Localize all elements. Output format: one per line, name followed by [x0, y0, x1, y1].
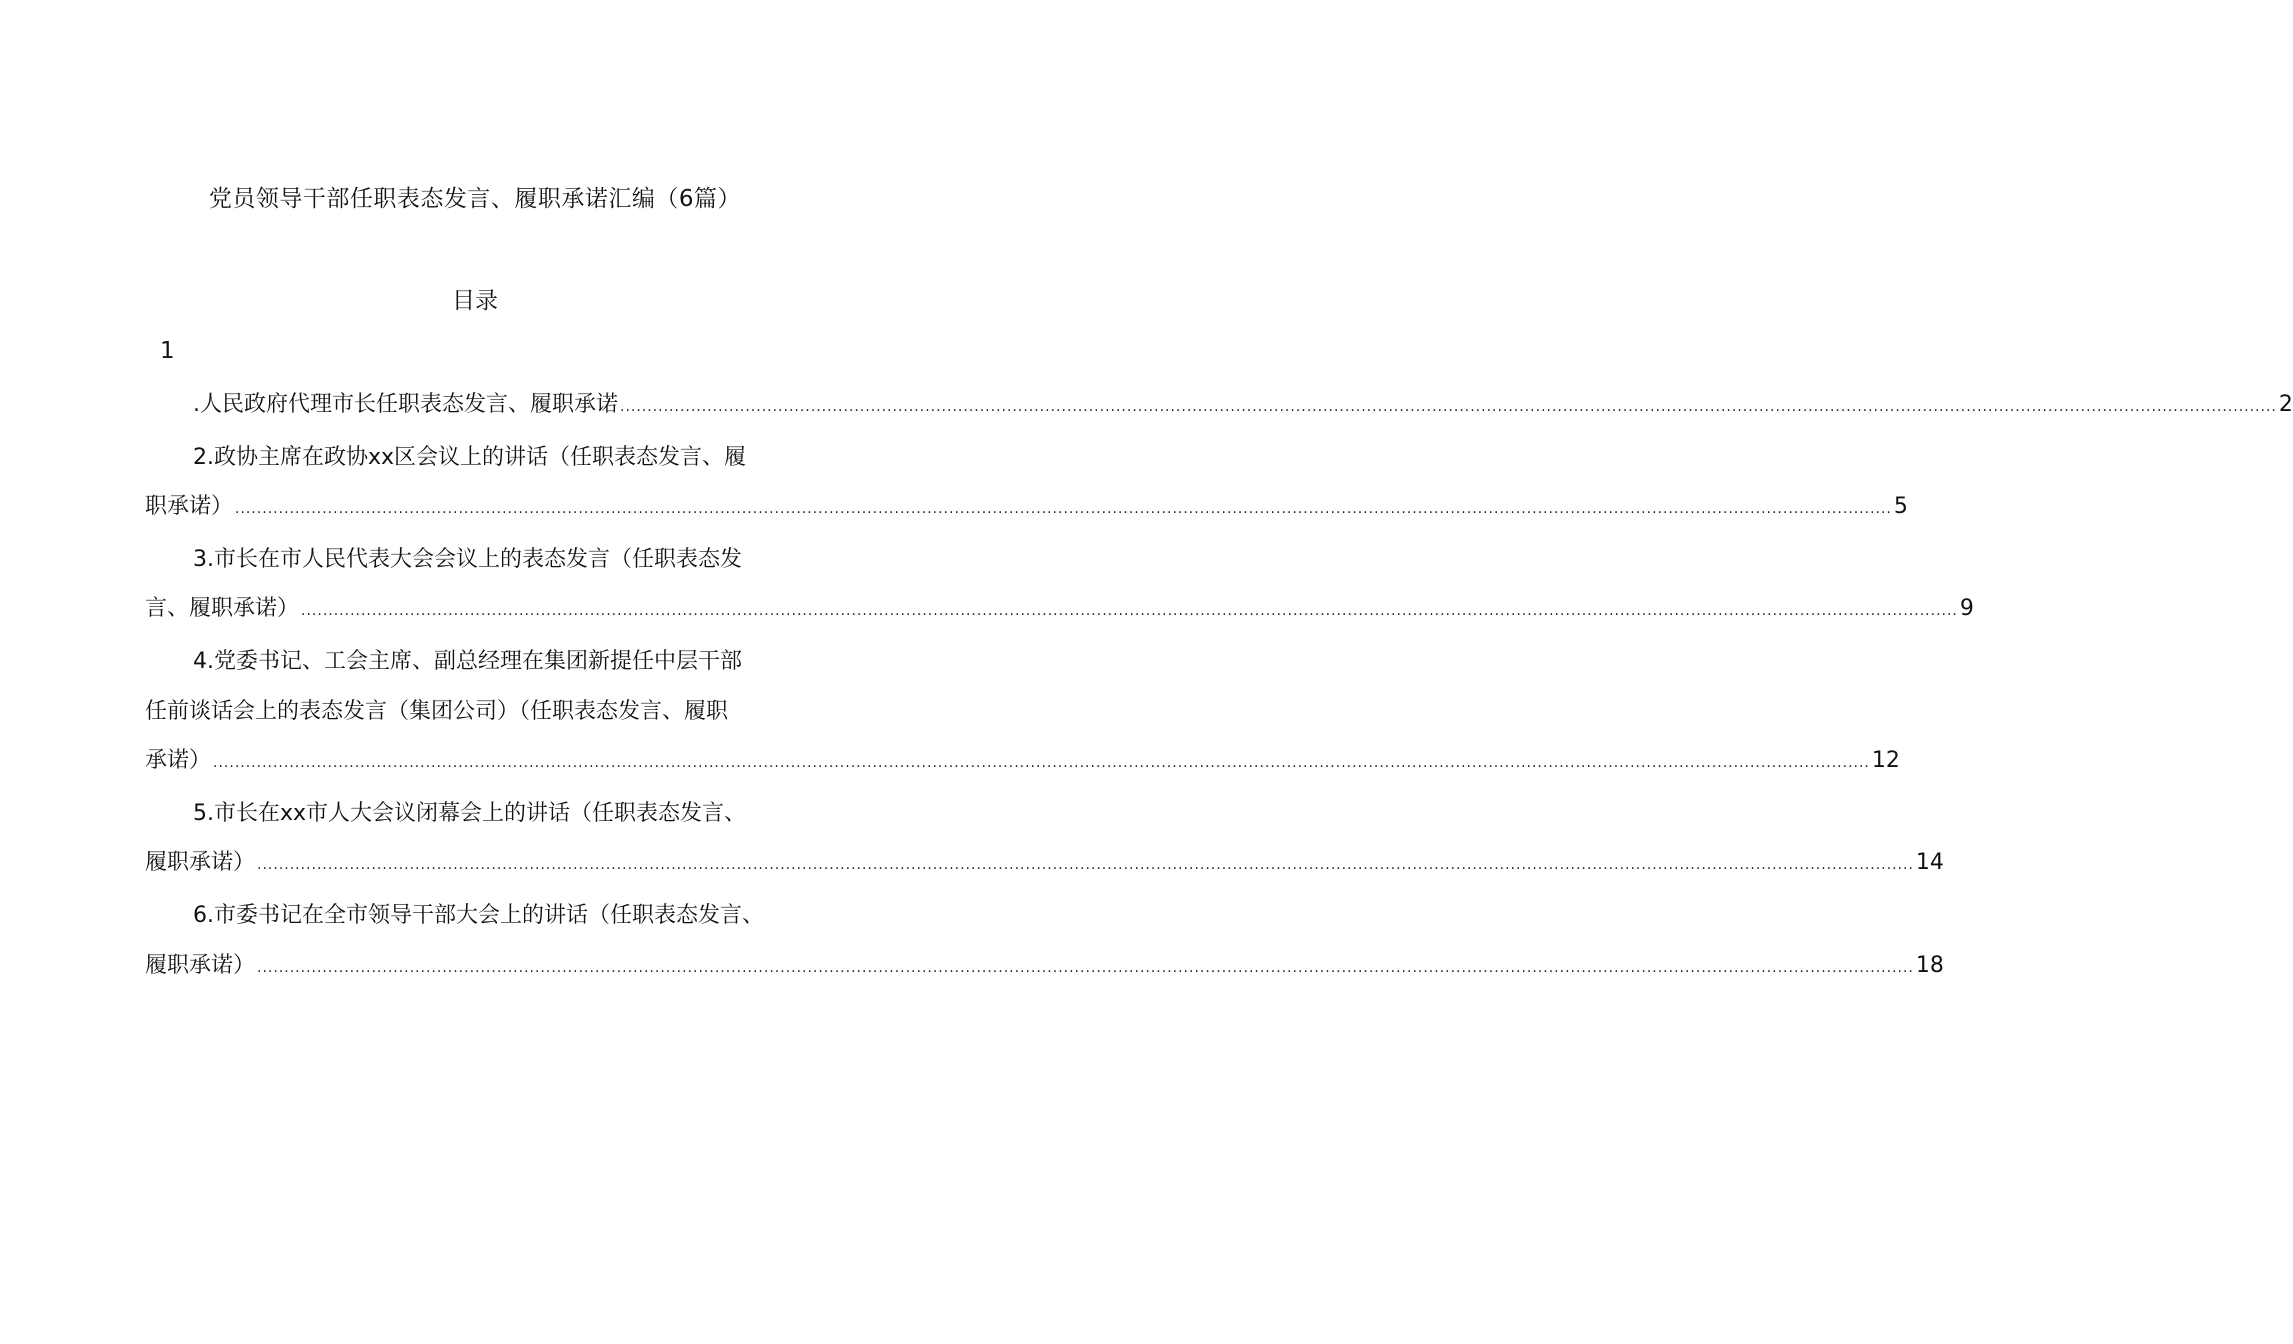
toc-page-number: 9 [1959, 596, 1974, 622]
toc-page-number: 14 [1915, 850, 1944, 876]
toc-leader-dots [235, 485, 1892, 535]
table-of-contents [145, 380, 2293, 993]
toc-entry-text: 职承诺） [145, 494, 234, 520]
toc-entry-text: 言、履职承诺） [145, 596, 300, 622]
toc-leader-dots [301, 587, 1958, 637]
toc-entry-text: .人民政府代理市长任职表态发言、履职承诺 [193, 392, 618, 417]
toc-page-number: 18 [1915, 952, 1944, 978]
toc-leader-dots [213, 739, 1870, 789]
toc-page-number: 5 [1893, 494, 1908, 520]
toc-entry-4[interactable] [145, 637, 1900, 789]
toc-entry-text: 2.政协主席在政协xx区会议上的讲话（任职表态发言、履 [193, 444, 747, 470]
toc-leader-dots [257, 841, 1914, 891]
toc-entry-text: 4.党委书记、工会主席、副总经理在集团新提任中层干部 [193, 648, 742, 674]
toc-leader-dots [257, 944, 1914, 994]
toc-entry-5[interactable] [145, 789, 1944, 891]
toc-entry-text: 任前谈话会上的表态发言（集团公司）（任职表态发言、履职 [145, 698, 729, 724]
toc-entry-text: 5.市长在xx市人大会议闭幕会上的讲话（任职表态发言、 [193, 800, 747, 826]
toc-number-marker: 1 [160, 338, 175, 364]
document-title: 党员领导干部任职表态发言、履职承诺汇编（6篇） [208, 186, 742, 212]
toc-entry-text: 3.市长在市人民代表大会会议上的表态发言（任职表态发 [193, 546, 742, 572]
toc-entry-2[interactable] [145, 433, 1908, 535]
toc-entry-text: 承诺） [145, 748, 212, 774]
toc-entry-3[interactable] [145, 535, 1974, 637]
toc-page-number: 12 [1871, 748, 1900, 774]
toc-entry-6[interactable] [145, 891, 1944, 993]
toc-leader-dots [620, 383, 2277, 433]
toc-entry-text: 履职承诺） [145, 952, 256, 978]
toc-entry-text: 6.市委书记在全市领导干部大会上的讲话（任职表态发言、 [193, 902, 764, 928]
toc-heading: 目录 [452, 288, 498, 314]
toc-entry-1[interactable] [145, 380, 2293, 433]
toc-page-number: 2 [2278, 392, 2293, 417]
toc-entry-text: 履职承诺） [145, 850, 256, 876]
